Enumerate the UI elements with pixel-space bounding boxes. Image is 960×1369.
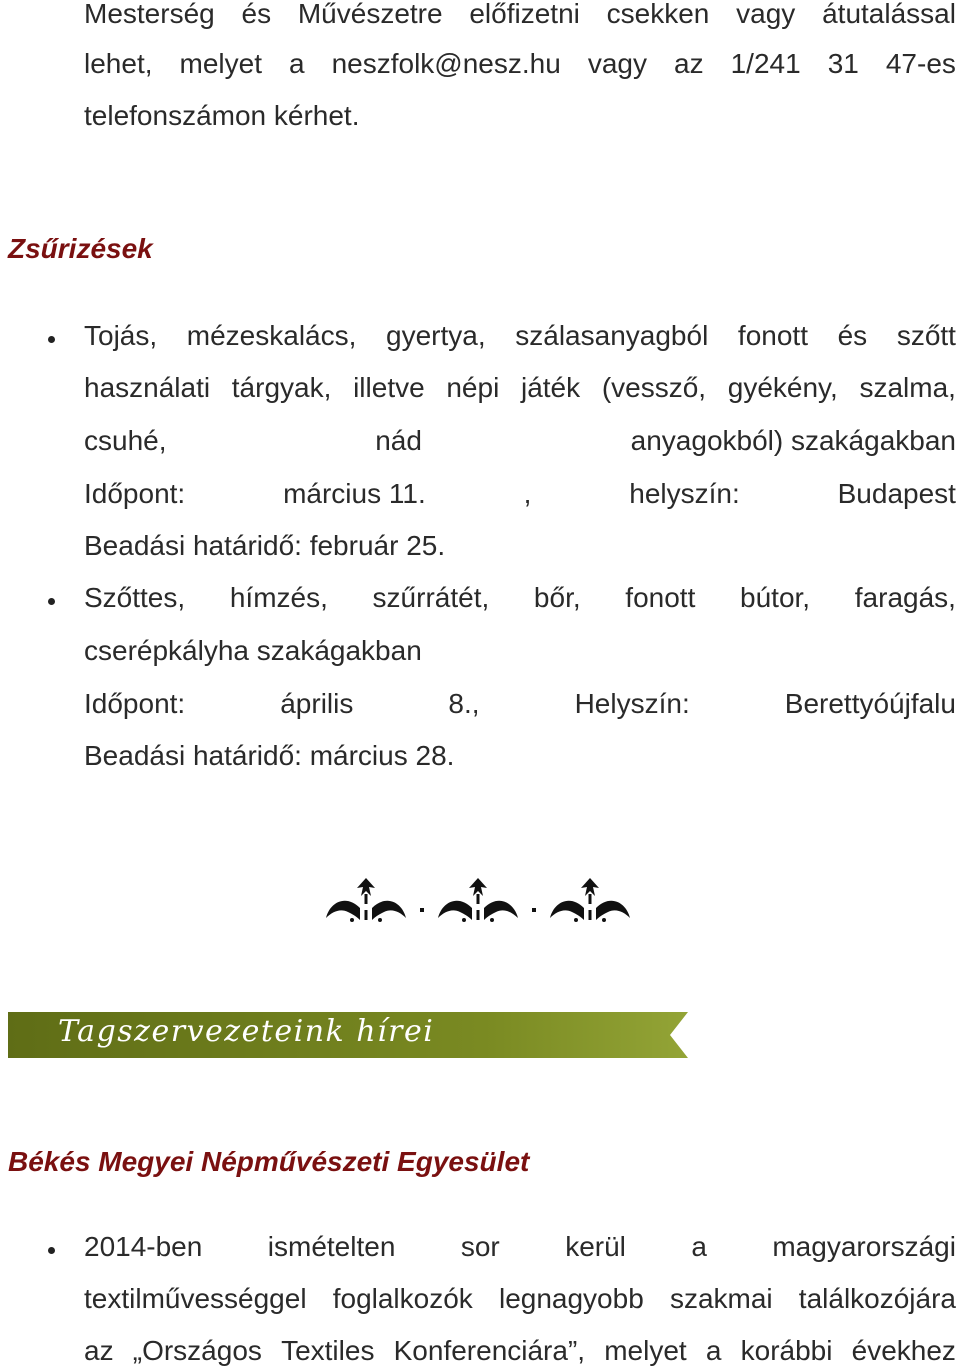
- word: gyertya,: [386, 320, 486, 351]
- word: mézeskalács,: [186, 320, 357, 351]
- word: március 11.: [283, 478, 426, 509]
- word: lehet,: [84, 48, 153, 79]
- word: 2014-ben: [84, 1231, 203, 1262]
- word: ismételten: [267, 1231, 396, 1262]
- section-heading-zsurizesek: Zsűrizések: [8, 233, 153, 264]
- banner-title: Tagszervezeteink hírei: [58, 1014, 435, 1049]
- word: 1/241: [730, 48, 801, 79]
- word: előfizetni: [469, 0, 580, 29]
- word: textilművességgel: [84, 1283, 307, 1314]
- zs-item1-line-2: [84, 370, 956, 406]
- word: Textiles: [281, 1335, 375, 1366]
- word: vagy: [587, 48, 647, 79]
- word: fonott: [625, 582, 696, 613]
- intro-line-3: telefonszámon kérhet.: [84, 100, 360, 131]
- word: bőr,: [533, 582, 581, 613]
- bullet-icon: [48, 598, 55, 605]
- word: évekhez: [851, 1335, 956, 1366]
- word: melyet: [179, 48, 262, 79]
- word: népi: [446, 372, 500, 403]
- word: szőtt: [896, 320, 956, 351]
- word: nád: [375, 425, 422, 456]
- word: melyet: [604, 1335, 687, 1366]
- word: kerül: [565, 1231, 626, 1262]
- word: az: [84, 1335, 114, 1366]
- zs-item2-line-3: [84, 686, 956, 722]
- zs-item1-line-3: [84, 423, 956, 459]
- word: 31: [827, 48, 859, 79]
- word: faragás,: [854, 582, 956, 613]
- word: legnagyobb: [498, 1283, 644, 1314]
- word: tárgyak,: [231, 372, 332, 403]
- folk-flower-ornament-icon: [318, 868, 638, 928]
- word: szálasanyagból: [515, 320, 709, 351]
- word: anyagokból) szakágakban: [630, 425, 956, 456]
- zs-item2-line-4: Beadási határidő: március 28.: [84, 740, 455, 771]
- word: csuhé,: [84, 425, 167, 456]
- word: magyarországi: [772, 1231, 956, 1262]
- bekes-item1-line-3: [84, 1333, 956, 1369]
- word: találkozójára: [798, 1283, 956, 1314]
- word: sor: [460, 1231, 500, 1262]
- bullet-icon: [48, 336, 55, 343]
- intro-line-2: [84, 46, 956, 82]
- word: az: [674, 48, 704, 79]
- word: (vessző,: [601, 372, 707, 403]
- bullet-icon: [48, 1247, 55, 1254]
- word: 47-es: [885, 48, 956, 79]
- word: használati: [84, 372, 211, 403]
- word: átutalással: [822, 0, 956, 29]
- word: április: [280, 688, 354, 719]
- word: vagy: [736, 0, 796, 29]
- word: Időpont:: [84, 478, 186, 509]
- bekes-item1-line-2: [84, 1281, 956, 1317]
- word: Helyszín:: [574, 688, 690, 719]
- word: szűrrátét,: [372, 582, 490, 613]
- word: és: [241, 0, 272, 29]
- zs-item1-line-4: [84, 476, 956, 512]
- word: Szőttes,: [84, 582, 186, 613]
- word: 8.,: [448, 688, 480, 719]
- email-link[interactable]: neszfolk@nesz.hu: [331, 48, 561, 79]
- zs-item2-line-2: cserépkályha szakágakban: [84, 635, 422, 666]
- word: Budapest: [837, 478, 956, 509]
- word: Konferenciára”,: [393, 1335, 586, 1366]
- word: játék: [520, 372, 581, 403]
- word: korábbi: [740, 1335, 833, 1366]
- word: a: [705, 1335, 722, 1366]
- word: Időpont:: [84, 688, 186, 719]
- word: ,: [523, 478, 532, 509]
- word: Mesterség: [84, 0, 215, 29]
- word: illetve: [353, 372, 425, 403]
- word: csekken: [606, 0, 710, 29]
- word: Művészetre: [297, 0, 443, 29]
- word: foglalkozók: [332, 1283, 473, 1314]
- word: szalma,: [859, 372, 956, 403]
- word: fonott: [737, 320, 808, 351]
- bekes-item1-line-1: [84, 1229, 956, 1265]
- zs-item2-line-1: [84, 580, 956, 616]
- section-heading-bekes: Békés Megyei Népművészeti Egyesület: [8, 1146, 530, 1177]
- word: a: [289, 48, 305, 79]
- word: bútor,: [740, 582, 811, 613]
- word: és: [837, 320, 868, 351]
- word: gyékény,: [727, 372, 838, 403]
- word: a: [691, 1231, 707, 1262]
- word: szakmai: [669, 1283, 773, 1314]
- word: helyszín:: [629, 478, 740, 509]
- zs-item1-line-1: [84, 318, 956, 354]
- zs-item1-line-5: Beadási határidő: február 25.: [84, 530, 446, 561]
- word: hímzés,: [229, 582, 328, 613]
- word: Berettyóújfalu: [784, 688, 956, 719]
- word: Tojás,: [84, 320, 158, 351]
- word: „Országos: [132, 1335, 262, 1366]
- intro-line-1: [84, 0, 956, 32]
